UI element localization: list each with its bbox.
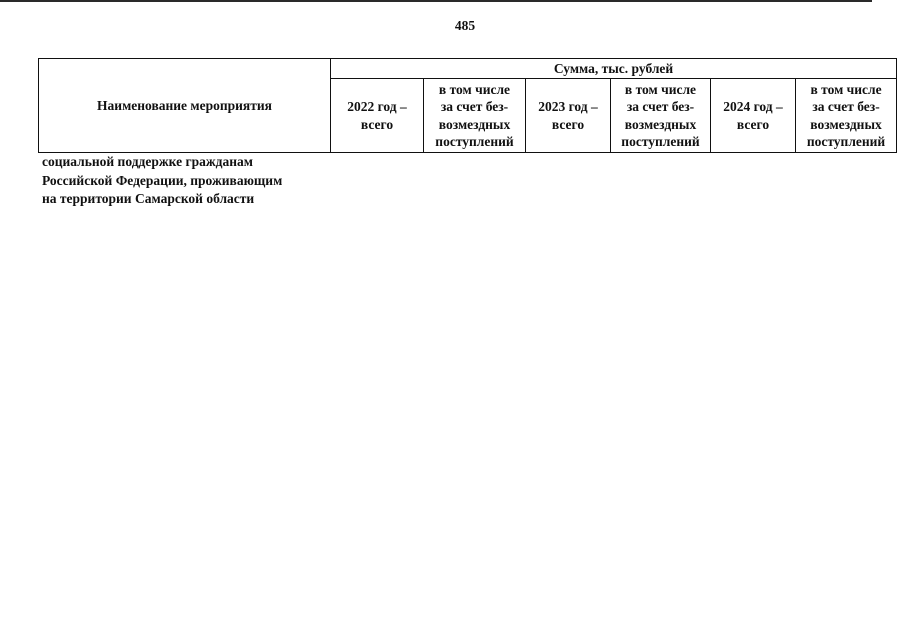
header-cell-2022-total — [331, 79, 424, 153]
header-line: возмездных — [438, 116, 511, 132]
scan-edge-line — [0, 0, 872, 2]
continuation-line: Российской Федерации, проживающим — [42, 172, 283, 188]
header-line: поступлений — [621, 134, 700, 149]
page-number: 485 — [454, 18, 476, 33]
header-cell-2022-gratuitous — [424, 79, 526, 153]
header-line: за счет без- — [812, 99, 880, 114]
header-line: за счет без- — [626, 99, 695, 114]
header-line: 2024 год – — [723, 99, 783, 114]
header-cell-2023-gratuitous — [611, 79, 711, 153]
header-line: поступлений — [806, 134, 886, 149]
header-amount-group-text: Сумма, тыс. рублей — [553, 60, 674, 76]
header-row-group — [39, 59, 897, 79]
activity-name-continuation — [42, 153, 282, 209]
header-line: возмездных — [810, 116, 882, 132]
header-line: 2022 год – — [347, 99, 407, 114]
budget-table-header — [38, 58, 897, 153]
header-line: в том числе — [624, 81, 697, 97]
header-line: 2023 год – — [538, 99, 598, 114]
continuation-line: социальной поддержке гражданам — [42, 154, 253, 169]
header-line: всего — [360, 116, 394, 132]
header-cell-amount-group — [331, 59, 897, 79]
header-line: в том числе — [438, 81, 511, 97]
header-line: в том числе — [810, 81, 882, 97]
header-line: возмездных — [624, 116, 697, 132]
header-line: за счет без- — [440, 99, 509, 114]
header-line: всего — [551, 116, 585, 132]
header-line: всего — [736, 116, 770, 132]
header-cell-2023-total — [526, 79, 611, 153]
header-line: поступлений — [435, 134, 514, 149]
continuation-line: на территории Самарской области — [42, 191, 255, 206]
header-cell-2024-total — [711, 79, 796, 153]
header-cell-activity-name — [39, 59, 331, 153]
header-cell-2024-gratuitous — [796, 79, 897, 153]
header-activity-name-text: Наименование мероприятия — [97, 97, 272, 113]
